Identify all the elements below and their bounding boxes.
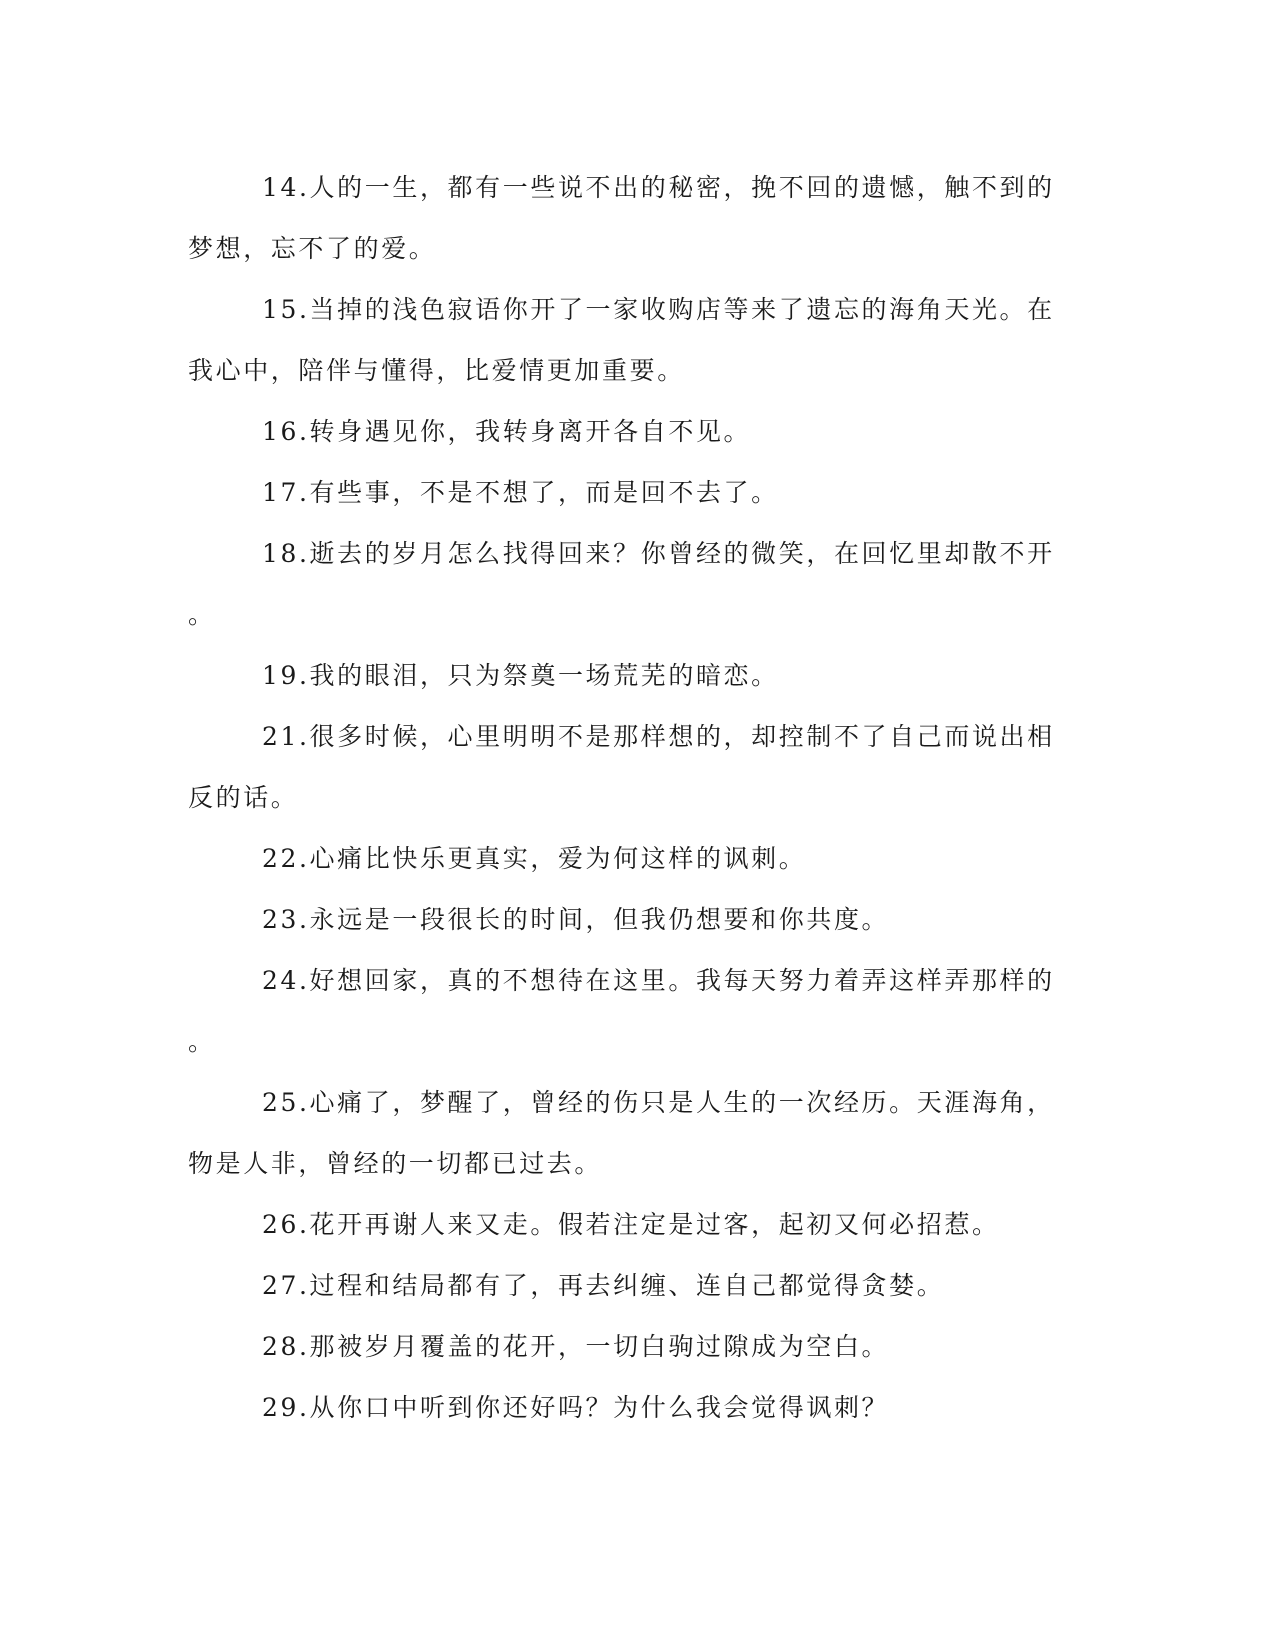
paragraph-22: 22.心痛比快乐更真实，爱为何这样的讽刺。 xyxy=(262,844,807,873)
paragraph-14: 14.人的一生，都有一些说不出的秘密，挽不回的遗憾，触不到的 梦想，忘不了的爱。 xyxy=(188,173,1055,263)
paragraph-15: 15.当掉的浅色寂语你开了一家收购店等来了遗忘的海角天光。在 我心中，陪伴与懂得，比爱情更加重要。 xyxy=(188,295,1055,385)
paragraph-25: 25.心痛了，梦醒了，曾经的伤只是人生的一次经历。天涯海角， 物是人非，曾经的一切都已过去。 xyxy=(188,1088,1055,1178)
paragraph-17: 17.有些事，不是不想了，而是回不去了。 xyxy=(262,478,779,507)
paragraph-21: 21.很多时候，心里明明不是那样想的，却控制不了自己而说出相 反的话。 xyxy=(188,722,1055,812)
paragraph-27: 27.过程和结局都有了，再去纠缠、连自己都觉得贪婪。 xyxy=(262,1271,945,1300)
paragraph-18: 18.逝去的岁月怎么找得回来？你曾经的微笑，在回忆里却散不开 。 xyxy=(188,539,1055,629)
paragraph-28: 28.那被岁月覆盖的花开，一切白驹过隙成为空白。 xyxy=(262,1332,890,1361)
paragraph-23: 23.永远是一段很长的时间，但我仍想要和你共度。 xyxy=(262,905,890,934)
paragraph-29: 29.从你口中听到你还好吗？为什么我会觉得讽刺？ xyxy=(262,1393,890,1422)
paragraph-16: 16.转身遇见你，我转身离开各自不见。 xyxy=(262,417,752,446)
document-body xyxy=(188,157,1078,1438)
paragraph-26: 26.花开再谢人来又走。假若注定是过客，起初又何必招惹。 xyxy=(262,1210,1000,1239)
paragraph-24: 24.好想回家，真的不想待在这里。我每天努力着弄这样弄那样的 。 xyxy=(188,966,1055,1056)
paragraph-19: 19.我的眼泪，只为祭奠一场荒芜的暗恋。 xyxy=(262,661,779,690)
